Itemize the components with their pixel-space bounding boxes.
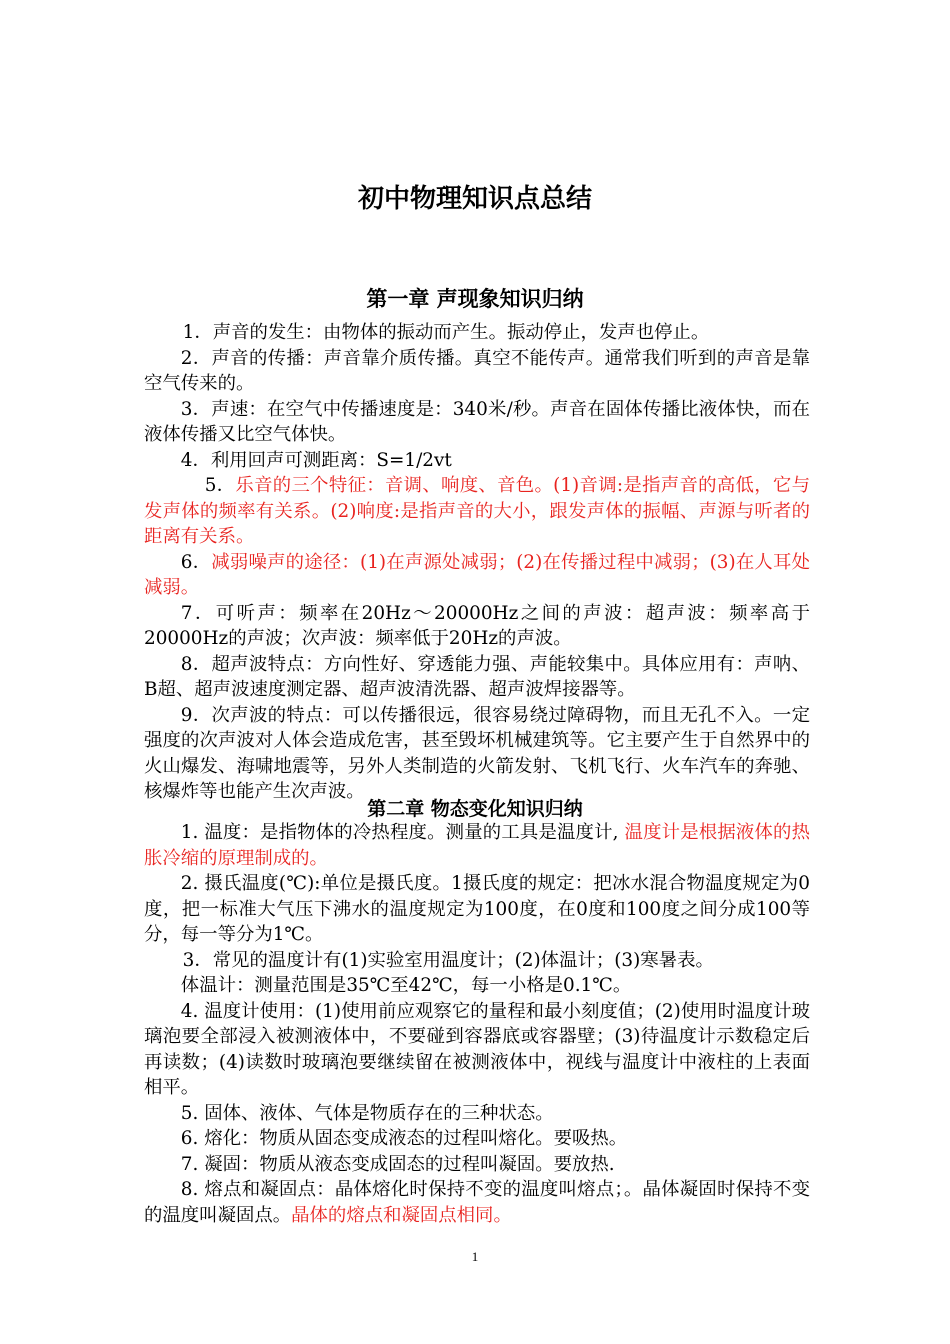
paragraph-highlight: 乐音的三个特征：音调、响度、音色。(1)音调:是指声音的高低，它与发声体的频率有关系。(2)响度:是指声音的大小，跟发声体的振幅、声源与听者的距离有关系。 [144, 475, 811, 547]
chapter-1-heading: 第一章 声现象知识归纳 [366, 286, 584, 311]
page-number: 1 [471, 1249, 479, 1264]
paragraph-text: 8．超声波特点：方向性好、穿透能力强、声能较集中。具体应用有：声呐、B超、超声波速度测定器、超声波清洗器、超声波焊接器等。 [144, 653, 810, 700]
paragraph [144, 871, 810, 948]
paragraph [144, 1101, 810, 1127]
paragraph-text: 1. 温度：是指物体的冷热程度。测量的工具是温度计, [180, 822, 625, 843]
document-title: 初中物理知识点总结 [357, 184, 592, 214]
paragraph-text: 1．声音的发生：由物体的振动而产生。振动停止，发声也停止。 [182, 322, 710, 343]
paragraph-highlight: 温度计是根据液体的热胀冷缩的原理制成的。 [144, 822, 810, 869]
paragraph [144, 1152, 810, 1178]
paragraph-text: 3．常见的温度计有(1)实验室用温度计；(2)体温计；(3)寒暑表。 [182, 949, 714, 971]
chapter-1-body [144, 320, 810, 805]
paragraph-text: 4．利用回声可测距离：S=1/2vt [180, 449, 452, 471]
paragraph-text: 4. 温度计使用：(1)使用前应观察它的量程和最小刻度值；(2)使用时温度计玻璃泡要全部浸入被测液体中，不要碰到容器底或容器壁；(3)待温度计示数稳定后再读数；(4)读数时玻璃泡要继续留在被测液体中，视线与温度计中液柱的上表面相平。 [144, 1000, 810, 1098]
paragraph-text: 5． [204, 475, 236, 496]
paragraph-text: 体温计：测量范围是35℃至42℃，每一小格是0.1℃。 [180, 975, 632, 996]
paragraph [144, 1126, 810, 1152]
chapter-2-body [144, 820, 810, 1228]
paragraph [144, 820, 810, 871]
paragraph [144, 973, 810, 999]
paragraph [144, 397, 810, 448]
paragraph-text: 5. 固体、液体、气体是物质存在的三种状态。 [180, 1102, 554, 1124]
paragraph-text: 6. 熔化：物质从固态变成液态的过程叫熔化。要吸热。 [180, 1128, 628, 1149]
paragraph-text: 7．可听声：频率在20Hz～20000Hz之间的声波：超声波：频率高于20000Hz的声波；次声波：频率低于20Hz的声波。 [144, 602, 810, 649]
paragraph [144, 652, 810, 703]
paragraph-text: 3．声速：在空气中传播速度是：340米/秒。声音在固体传播比液体快，而在液体传播又比空气体快。 [144, 398, 810, 445]
paragraph-text: 6． [180, 551, 212, 573]
paragraph [144, 1177, 810, 1228]
paragraph [144, 320, 810, 346]
paragraph [144, 948, 810, 974]
paragraph [144, 550, 810, 601]
paragraph-highlight: 晶体的熔点和凝固点相同。 [291, 1204, 512, 1226]
chapter-2-heading: 第二章 物态变化知识归纳 [367, 798, 583, 820]
paragraph-text: 8. 熔点和凝固点：晶体熔化时保持不变的温度叫熔点；。晶体凝固时保持不变的温度叫凝固点。 [144, 1179, 810, 1226]
paragraph-text: 2．声音的传播：声音靠介质传播。真空不能传声。通常我们听到的声音是靠空气传来的。 [144, 347, 810, 394]
paragraph-text: 7. 凝固：物质从液态变成固态的过程叫凝固。要放热. [180, 1153, 615, 1175]
paragraph [144, 473, 810, 550]
paragraph [144, 999, 810, 1101]
paragraph [144, 346, 810, 397]
paragraph-highlight: 减弱噪声的途径：(1)在声源处减弱；(2)在传播过程中减弱；(3)在人耳处减弱。 [144, 551, 811, 598]
paragraph-text: 2. 摄氏温度(℃):单位是摄氏度。1摄氏度的规定：把冰水混合物温度规定为0度，把一标准大气压下沸水的温度规定为100度，在0度和100度之间分成100等分，每一等分为1℃。 [144, 873, 810, 945]
paragraph [144, 703, 810, 805]
paragraph [144, 601, 810, 652]
paragraph [144, 448, 810, 474]
paragraph-text: 9．次声波的特点：可以传播很远，很容易绕过障碍物，而且无孔不入。一定强度的次声波对人体会造成危害，甚至毁坏机械建筑等。它主要产生于自然界中的火山爆发、海啸地震等，另外人类制造的火箭发射、飞机飞行、火车汽车的奔驰、核爆炸等也能产生次声波。 [144, 704, 810, 802]
